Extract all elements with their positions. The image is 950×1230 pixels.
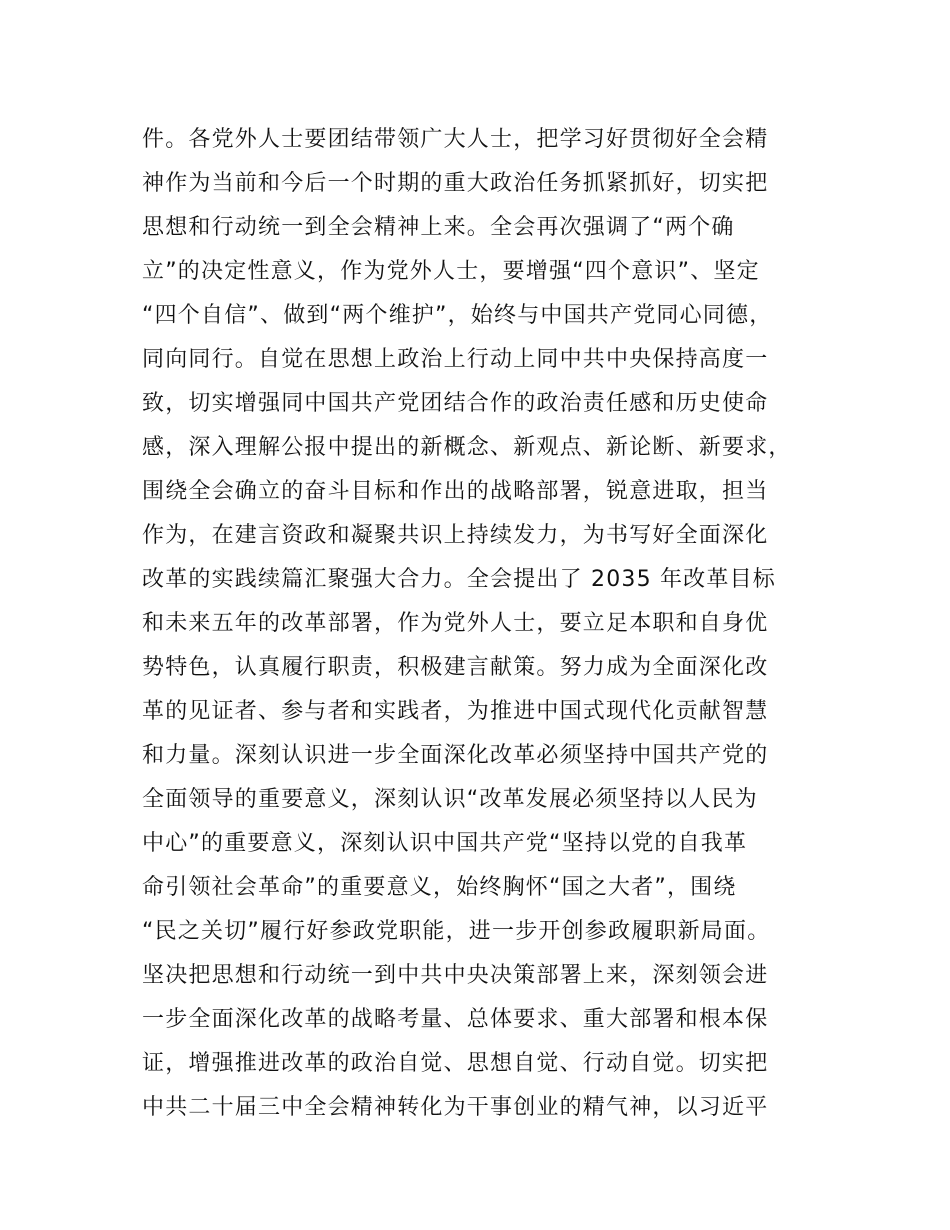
text-line: 命引领社会革命”的重要意义，始终胸怀“国之大者”，围绕 xyxy=(142,875,737,900)
text-line: 神作为当前和今后一个时期的重大政治任务抓紧抓好，切实把 xyxy=(142,171,769,196)
text-line: 势特色，认真履行职责，积极建言献策。努力成为全面深化改 xyxy=(142,655,769,680)
text-line: 坚决把思想和行动统一到中共中央决策部署上来，深刻领会进 xyxy=(142,963,769,988)
text-line: 和未来五年的改革部署，作为党外人士，要立足本职和自身优 xyxy=(142,611,769,636)
text-line: 证，增强推进改革的政治自觉、思想自觉、行动自觉。切实把 xyxy=(142,1051,769,1076)
text-line: “四个自信”、做到“两个维护”，始终与中国共产党同心同德， xyxy=(142,303,773,328)
text-line: 感，深入理解公报中提出的新概念、新观点、新论断、新要求， xyxy=(142,435,792,460)
text-line: 同向同行。自觉在思想上政治上行动上同中共中央保持高度一 xyxy=(142,347,769,372)
text-line: 思想和行动统一到全会精神上来。全会再次强调了“两个确 xyxy=(142,215,735,240)
text-line: 围绕全会确立的奋斗目标和作出的战略部署，锐意进取，担当 xyxy=(142,479,769,504)
text-line: 一步全面深化改革的战略考量、总体要求、重大部署和根本保 xyxy=(142,1007,769,1032)
text-line: 中共二十届三中全会精神转化为干事创业的精气神，以习近平 xyxy=(142,1095,769,1120)
text-line: 和力量。深刻认识进一步全面深化改革必须坚持中国共产党的 xyxy=(142,743,769,768)
text-line: 件。各党外人士要团结带领广大人士，把学习好贯彻好全会精 xyxy=(142,127,769,152)
text-line: 作为，在建言资政和凝聚共识上持续发力，为书写好全面深化 xyxy=(142,523,769,548)
text-line: 全面领导的重要意义，深刻认识“改革发展必须坚持以人民为 xyxy=(142,787,758,812)
body-text xyxy=(142,118,842,1130)
text-line: “民之关切”履行好参政党职能，进一步开创参政履职新局面。 xyxy=(142,919,771,944)
text-line: 改革的实践续篇汇聚强大合力。全会提出了 2035 年改革目标 xyxy=(142,567,776,592)
text-line: 中心”的重要意义，深刻认识中国共产党“坚持以党的自我革 xyxy=(142,831,748,856)
text-line: 立”的决定性意义，作为党外人士，要增强“四个意识”、坚定 xyxy=(142,259,760,284)
text-line: 致，切实增强同中国共产党团结合作的政治责任感和历史使命 xyxy=(142,391,769,416)
text-line: 革的见证者、参与者和实践者，为推进中国式现代化贡献智慧 xyxy=(142,699,769,724)
